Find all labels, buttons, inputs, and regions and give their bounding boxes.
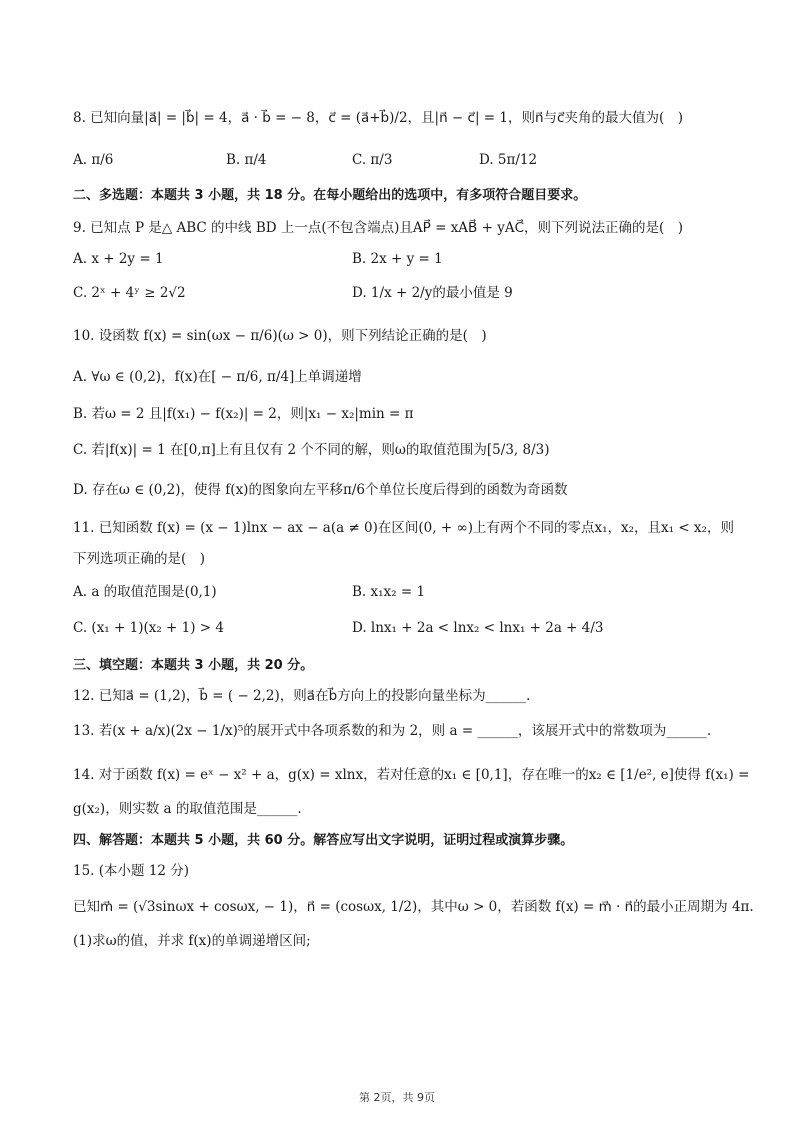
q10-option-c: C. 若|f(x)| = 1 在[0,π]上有且仅有 2 个不同的解，则ω的取值范围为[5/3, 8/3) [73,442,550,458]
q11-option-a: A. a 的取值范围是(0,1) [73,584,217,600]
q14-line1: 14. 对于函数 f(x) = eˣ − x² + a，g(x) = xlnx，若对任意的x₁ ∈ [0,1]，存在唯一的x₂ ∈ [1/e², e]使得 f(x₁) = [73,767,750,783]
q9-option-b: B. 2x + y = 1 [352,251,443,267]
q10-stem: 10. 设函数 f(x) = sin(ωx − π/6)(ω > 0)，则下列结论正确的是( ) [73,328,487,344]
page-footer: 第 2页，共 9页 [359,1091,435,1104]
q11-option-d: D. lnx₁ + 2a < lnx₂ < lnx₁ + 2a + 4/3 [352,620,604,636]
q8-stem: 8. 已知向量|a⃗| = |b⃗| = 4，a⃗ · b⃗ = − 8，c⃗ = (a⃗+b⃗)/2，且|n⃗ − c⃗| = 1，则n⃗与c⃗夹角的最大值为( ) [73,110,683,126]
section-fill-in-heading: 三、填空题：本题共 3 小题，共 20 分。 [73,658,314,673]
q10-option-a: A. ∀ω ∈ (0,2)，f(x)在[ − π/6, π/4]上单调递增 [73,369,362,385]
section-solution-heading: 四、解答题：本题共 5 小题，共 60 分。解答应写出文字说明，证明过程或演算步骤。 [73,833,574,848]
section-multi-choice-heading: 二、多选题：本题共 3 小题，共 18 分。在每小题给出的选项中，有多项符合题目要求。 [73,188,587,203]
q13-stem: 13. 若(x + a/x)(2x − 1/x)⁵的展开式中各项系数的和为 2，则 a = ______，该展开式中的常数项为______. [73,723,712,739]
q9-option-a: A. x + 2y = 1 [73,251,164,267]
q10-option-b: B. 若ω = 2 且|f(x₁) − f(x₂)| = 2，则|x₁ − x₂|min = π [73,406,414,422]
q11-stem-line2: 下列选项正确的是( ) [73,551,206,567]
q11-option-c: C. (x₁ + 1)(x₂ + 1) > 4 [73,620,224,636]
q12-stem: 12. 已知a⃗ = (1,2)，b⃗ = ( − 2,2)，则a⃗在b⃗方向上的投影向量坐标为______. [73,688,531,704]
q10-option-d: D. 存在ω ∈ (0,2)，使得 f(x)的图象向左平移π/6个单位长度后得到的函数为奇函数 [73,482,568,498]
q9-stem: 9. 已知点 P 是△ ABC 的中线 BD 上一点(不包含端点)且AP⃗ = xAB⃗ + yAC⃗，则下列说法正确的是( ) [73,220,684,236]
q15-part1: (1)求ω的值，并求 f(x)的单调递增区间; [73,933,311,949]
q15-stem: 已知m⃗ = (√3sinωx + cosωx, − 1)，n⃗ = (cosωx, 1/2)，其中ω > 0，若函数 f(x) = m⃗ · n⃗的最小正周期为 4π. [73,899,754,915]
q9-option-d: D. 1/x + 2/y的最小值是 9 [352,285,513,301]
q15-title: 15. (本小题 12 分) [73,863,190,879]
q9-option-c: C. 2ˣ + 4ʸ ≥ 2√2 [73,285,186,301]
q8-option-a: A. π/6 [73,152,114,168]
q14-line2: g(x₂)，则实数 a 的取值范围是______. [73,801,302,817]
q8-option-d: D. 5π/12 [479,152,538,168]
q8-option-c: C. π/3 [352,152,393,168]
q11-option-b: B. x₁x₂ = 1 [352,584,426,600]
q11-stem-line1: 11. 已知函数 f(x) = (x − 1)lnx − ax − a(a ≠ 0)在区间(0, + ∞)上有两个不同的零点x₁，x₂，且x₁ < x₂，则 [73,520,734,536]
q8-option-b: B. π/4 [226,152,267,168]
